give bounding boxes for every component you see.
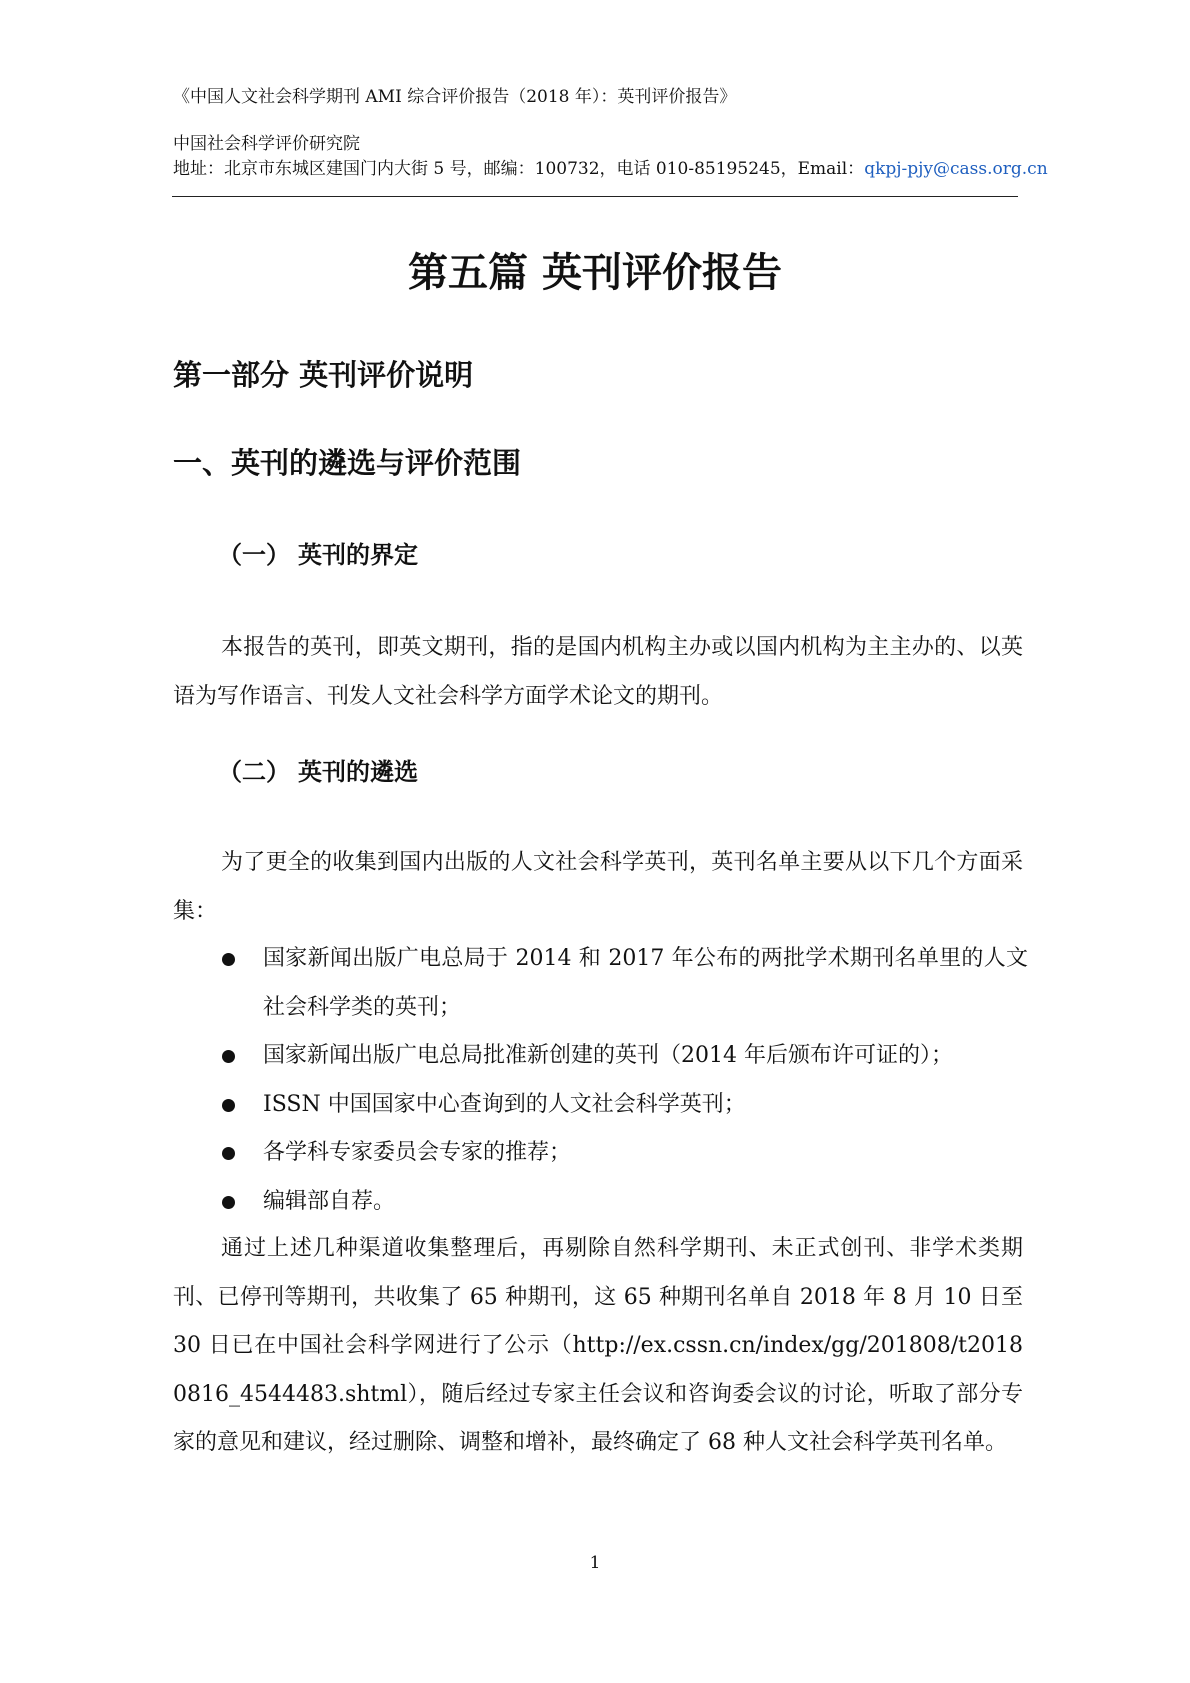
header-address (173, 158, 1048, 180)
header-divider (172, 196, 1018, 197)
list-item-text: 各学科专家委员会专家的推荐； (263, 1140, 572, 1165)
subsection-title: 英刊的遴选 (298, 758, 418, 786)
subsection-definition-heading (218, 538, 418, 572)
list-item (173, 1032, 1028, 1081)
source-list (173, 935, 1028, 1226)
subsection-number: （一） (218, 541, 290, 569)
bullet-icon (222, 1196, 235, 1209)
page-title: 第五篇 英刊评价报告 (408, 250, 782, 296)
list-item-text: 国家新闻出版广电总局批准新创建的英刊（2014 年后颁布许可证的）； (263, 1043, 953, 1068)
subsection-number: （二） (218, 758, 290, 786)
header-report-title: 《中国人文社会科学期刊 AMI 综合评价报告（2018 年）：英刊评价报告》 (173, 87, 737, 107)
bullet-icon (222, 1099, 235, 1112)
bullet-icon (222, 953, 235, 966)
conclusion-paragraph: 通过上述几种渠道收集整理后，再剔除自然科学期刊、未正式创刊、非学术类期刊、已停刊等期刊，共收集了 65 种期刊，这 65 种期刊名单自 2018 年 8 月 10 日至 30 日已在中国社会科学网进行了公示（http://ex.cssn.cn/index/gg/201808/t20180816_4544483.shtml），随后经过专家主任会议和咨询委会议的讨论，听取了部分专家的意见和建议，经过删除、调整和增补，最终确定了 68 种人文社会科学英刊名单。 (173, 1236, 1023, 1455)
bullet-icon (222, 1050, 235, 1063)
list-item-text: 编辑部自荐。 (263, 1188, 396, 1214)
section-title: 一、英刊的遴选与评价范围 (173, 446, 522, 480)
bullet-icon (222, 1147, 235, 1160)
part-title: 第一部分 英刊评价说明 (173, 358, 474, 392)
list-item (173, 1081, 1028, 1130)
intro-paragraph: 为了更全的收集到国内出版的人文社会科学英刊，英刊名单主要从以下几个方面采集： (173, 850, 1023, 924)
subsection-selection-heading (218, 755, 418, 789)
list-item (173, 935, 1028, 1032)
list-item (173, 1129, 1028, 1178)
definition-paragraph: 本报告的英刊，即英文期刊，指的是国内机构主办或以国内机构为主主办的、以英语为写作语言、刊发人文社会科学方面学术论文的期刊。 (173, 635, 1023, 709)
header-address-text: 地址：北京市东城区建国门内大街 5 号，邮编：100732，电话 010-85195245，Email： (173, 159, 865, 179)
email-link[interactable]: qkpj-pjy@cass.org.cn (864, 159, 1048, 179)
header-organization: 中国社会科学评价研究院 (173, 134, 360, 154)
page-number: 1 (589, 1553, 601, 1573)
subsection-title: 英刊的界定 (298, 541, 418, 569)
list-item-text: 国家新闻出版广电总局于 2014 和 2017 年公布的两批学术期刊名单里的人文社会科学类的英刊； (263, 946, 1028, 1020)
list-item (173, 1178, 1028, 1227)
list-item-text: ISSN 中国国家中心查询到的人文社会科学英刊； (263, 1091, 746, 1117)
